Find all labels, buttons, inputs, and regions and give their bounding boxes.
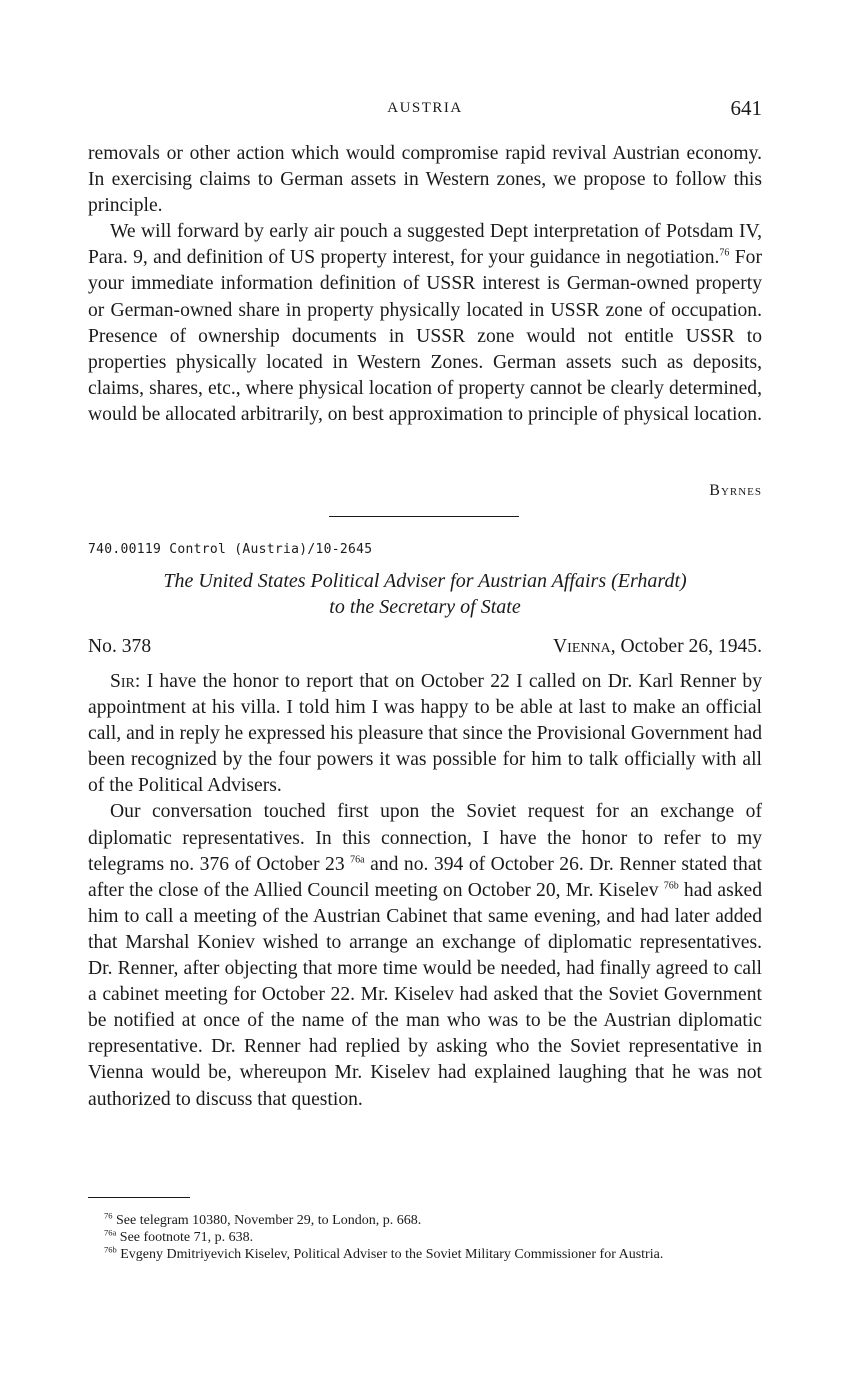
paragraph-continued (88, 141, 762, 219)
footnote-text: See telegram 10380, November 29, to London, p. 668. (112, 1213, 422, 1228)
footnote-mark: 76b (104, 1244, 117, 1255)
continued-telegram (88, 141, 762, 428)
letter-body (88, 669, 762, 1113)
footnote (88, 1212, 762, 1229)
footnote-ref: 76a (350, 854, 365, 866)
page-number: 641 (730, 96, 762, 120)
footnote-divider (88, 1197, 190, 1198)
footnote (88, 1229, 762, 1246)
footnotes (88, 1212, 762, 1263)
paragraph-conversation (88, 799, 762, 1112)
document-title (88, 568, 762, 620)
footnote-text: Evgeny Dmitriyevich Kiselev, Political Adviser to the Soviet Military Commissioner for Austria. (116, 1247, 664, 1262)
paragraph-text: and no. 394 of October 26. Dr. Renner stated that after the close of the Allied Council meeting on October 20, Mr. Kiselev (88, 853, 762, 901)
running-title: AUSTRIA (387, 100, 463, 116)
paragraph-text: Our conversation touched first upon the Soviet request for an exchange of diplomatic representatives. In this connection, I have the honor to refer to my telegrams no. 376 of October 23 (88, 801, 762, 875)
file-number: 740.00119 Control (Austria)/10-2645 (88, 542, 373, 557)
signature: Byrnes (709, 482, 762, 499)
salutation: Sir (110, 671, 135, 692)
footnote-mark: 76 (104, 1210, 113, 1221)
dateline-date: , October 26, 1945. (610, 636, 762, 657)
dateline (553, 636, 762, 658)
paragraph-salutation (88, 669, 762, 799)
paragraph-text: : I have the honor to report that on October 22 I called on Dr. Karl Renner by appointment at his villa. I told him I was happy to be able at last to make an official call, and in reply he expressed his pleasure that since the Provisional Government had been recognized by the four powers it was possible for him to talk officially with all of the Political Advisers. (88, 671, 762, 797)
section-divider (329, 516, 519, 517)
paragraph-text: had asked him to call a meeting of the Austrian Cabinet that same evening, and had later added that Marshal Koniev wished to arrange an exchange of diplomatic representatives. Dr. Renner, after objecting that more time would be needed, had finally agreed to call a cabinet meeting for October 22. Mr. Kiselev had asked that the Soviet Government be notified at once of the name of the man who was to be the Austrian diplomatic representative. Dr. Renner had replied by asking who the Soviet representative in Vienna would be, whereupon Mr. Kiselev had explained laughing that he was not authorized to discuss that question. (88, 879, 762, 1110)
footnote (88, 1246, 762, 1263)
dateline-place: Vienna (553, 636, 611, 657)
footnote-text: See footnote 71, p. 638. (116, 1230, 254, 1245)
document-title-line: to the Secretary of State (329, 596, 521, 618)
footnote-ref: 76 (719, 247, 730, 259)
footnote-ref: 76b (663, 880, 679, 892)
document-number: No. 378 (88, 636, 152, 657)
footnote-mark: 76a (104, 1227, 117, 1238)
paragraph-pouch (88, 219, 762, 428)
running-head (88, 96, 762, 124)
document-title-line: The United States Political Adviser for Austrian Affairs (Erhardt) (163, 570, 687, 592)
paragraph-text: For your immediate information definition of USSR interest is German-owned property or German-owned share in property physically located in USSR zone of occupation. Presence of ownership documents in USSR zone would not entitle USSR to properties physically located in Western Zones. German assets such as deposits, claims, shares, etc., where physical location of property cannot be clearly determined, would be allocated arbitrarily, on best approximation to principle of physical location. (88, 247, 762, 425)
paragraph-text: We will forward by early air pouch a suggested Dept interpretation of Potsdam IV, Para. 9, and definition of US property interest, for your guidance in negotiation. (88, 221, 762, 269)
paragraph-text: removals or other action which would compromise rapid revival Austrian economy. In exercising claims to German assets in Western zones, we propose to follow this principle. (88, 143, 762, 217)
